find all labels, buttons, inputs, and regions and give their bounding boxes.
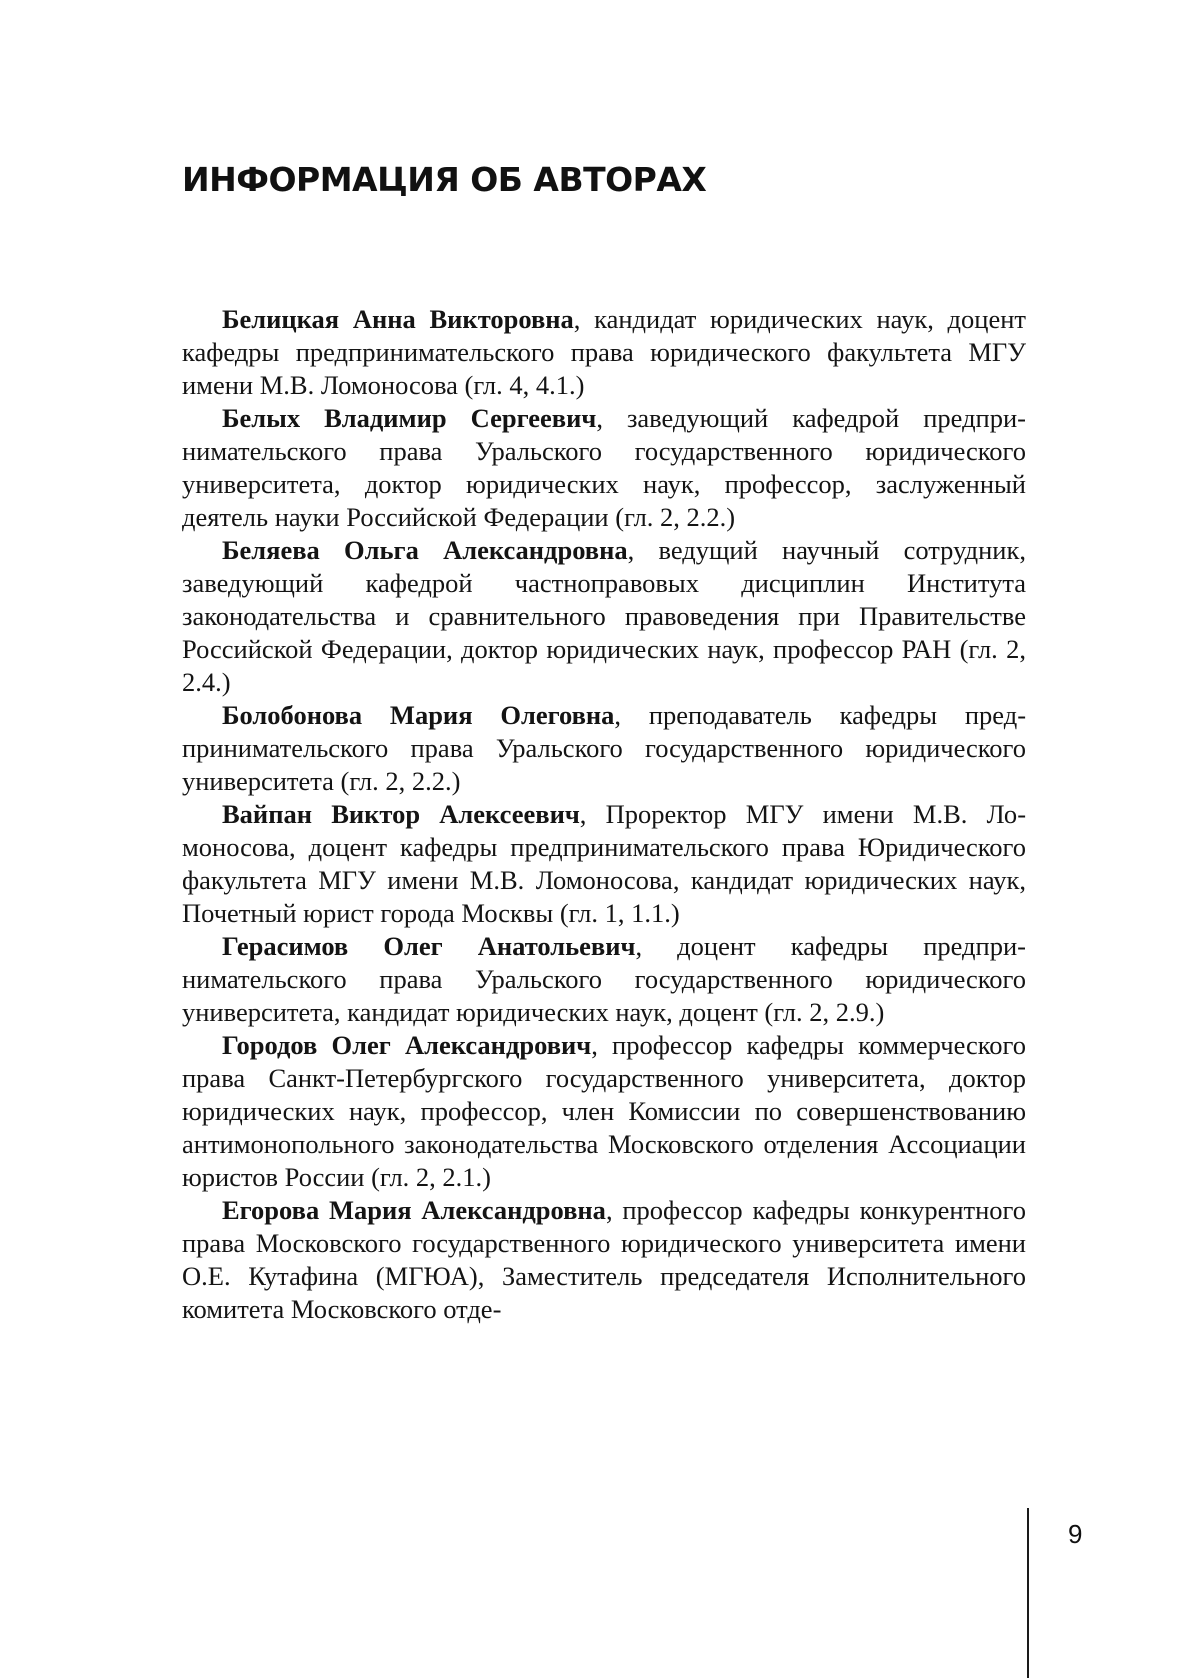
page-number: 9: [1068, 1519, 1083, 1549]
author-name: Егорова Мария Александровна: [222, 1195, 606, 1225]
author-description: , Проректор МГУ имени М.В. Ломоносова, доцент кафедры предпринимательского права Юридического факультета МГУ имени М.В. Ломоносова, кандидат юридических наук, Почетный юрист города Москвы (гл. 1, 1.1.): [182, 799, 1027, 928]
author-entry: [182, 1029, 1026, 1194]
page-title: ИНФОРМАЦИЯ ОБ АВТОРАХ: [182, 160, 707, 199]
author-name: Вайпан Виктор Алексеевич: [222, 799, 580, 829]
author-description: , профессор кафедры конкурентного права Московского государственного юридического университета имени О.Е. Кутафина (МГЮА), Заместитель председателя Исполнительного комитета Московского отде-: [182, 1195, 1026, 1324]
authors-list: [182, 303, 1026, 1326]
author-description: , заведующий кафедрой предпринимательского права Уральского государственного юридического университета, доктор юридических наук, профессор, заслуженный деятель науки Российской Федерации (гл. 2, 2.2.): [182, 403, 1026, 532]
author-entry: [182, 699, 1026, 798]
author-entry: [182, 402, 1026, 534]
author-entry: [182, 534, 1026, 699]
author-description: , доцент кафедры предпринимательского права Уральского государственного юридического университета, кандидат юридических наук, доцент (гл. 2, 2.9.): [182, 931, 1026, 1027]
author-name: Беляева Ольга Александровна: [222, 535, 628, 565]
author-entry: [182, 930, 1026, 1029]
author-name: Белицкая Анна Викторовна: [222, 304, 574, 334]
author-entry: [182, 1194, 1026, 1326]
author-description: , ведущий научный сотрудник, заведующий кафедрой частноправовых дисциплин Института законодательства и сравнительного правоведения при Правительстве Российской Федерации, доктор юридических наук, профессор РАН (гл. 2, 2.4.): [182, 535, 1026, 697]
author-name: Белых Владимир Сергеевич: [222, 403, 597, 433]
author-name: Городов Олег Александрович: [222, 1030, 592, 1060]
author-name: Болобонова Мария Олеговна: [222, 700, 615, 730]
author-description: , профессор кафедры коммерческого права Санкт-Петербургского государственного университета, доктор юридических наук, профессор, член Комиссии по совершенствованию антимонопольного законодательства Московского отделения Ассоциации юристов России (гл. 2, 2.1.): [182, 1030, 1026, 1192]
author-description: , преподаватель кафедры предпринимательского права Уральского государственного юридического университета (гл. 2, 2.2.): [182, 700, 1027, 796]
author-entry: [182, 798, 1026, 930]
author-entry: [182, 303, 1026, 402]
author-name: Герасимов Олег Анатольевич: [222, 931, 636, 961]
author-description: , кандидат юридических наук, доцент кафедры предпринимательского права юридического факультета МГУ имени М.В. Ломоносова (гл. 4, 4.1.): [182, 304, 1026, 400]
page-number-divider: [1027, 1508, 1029, 1678]
